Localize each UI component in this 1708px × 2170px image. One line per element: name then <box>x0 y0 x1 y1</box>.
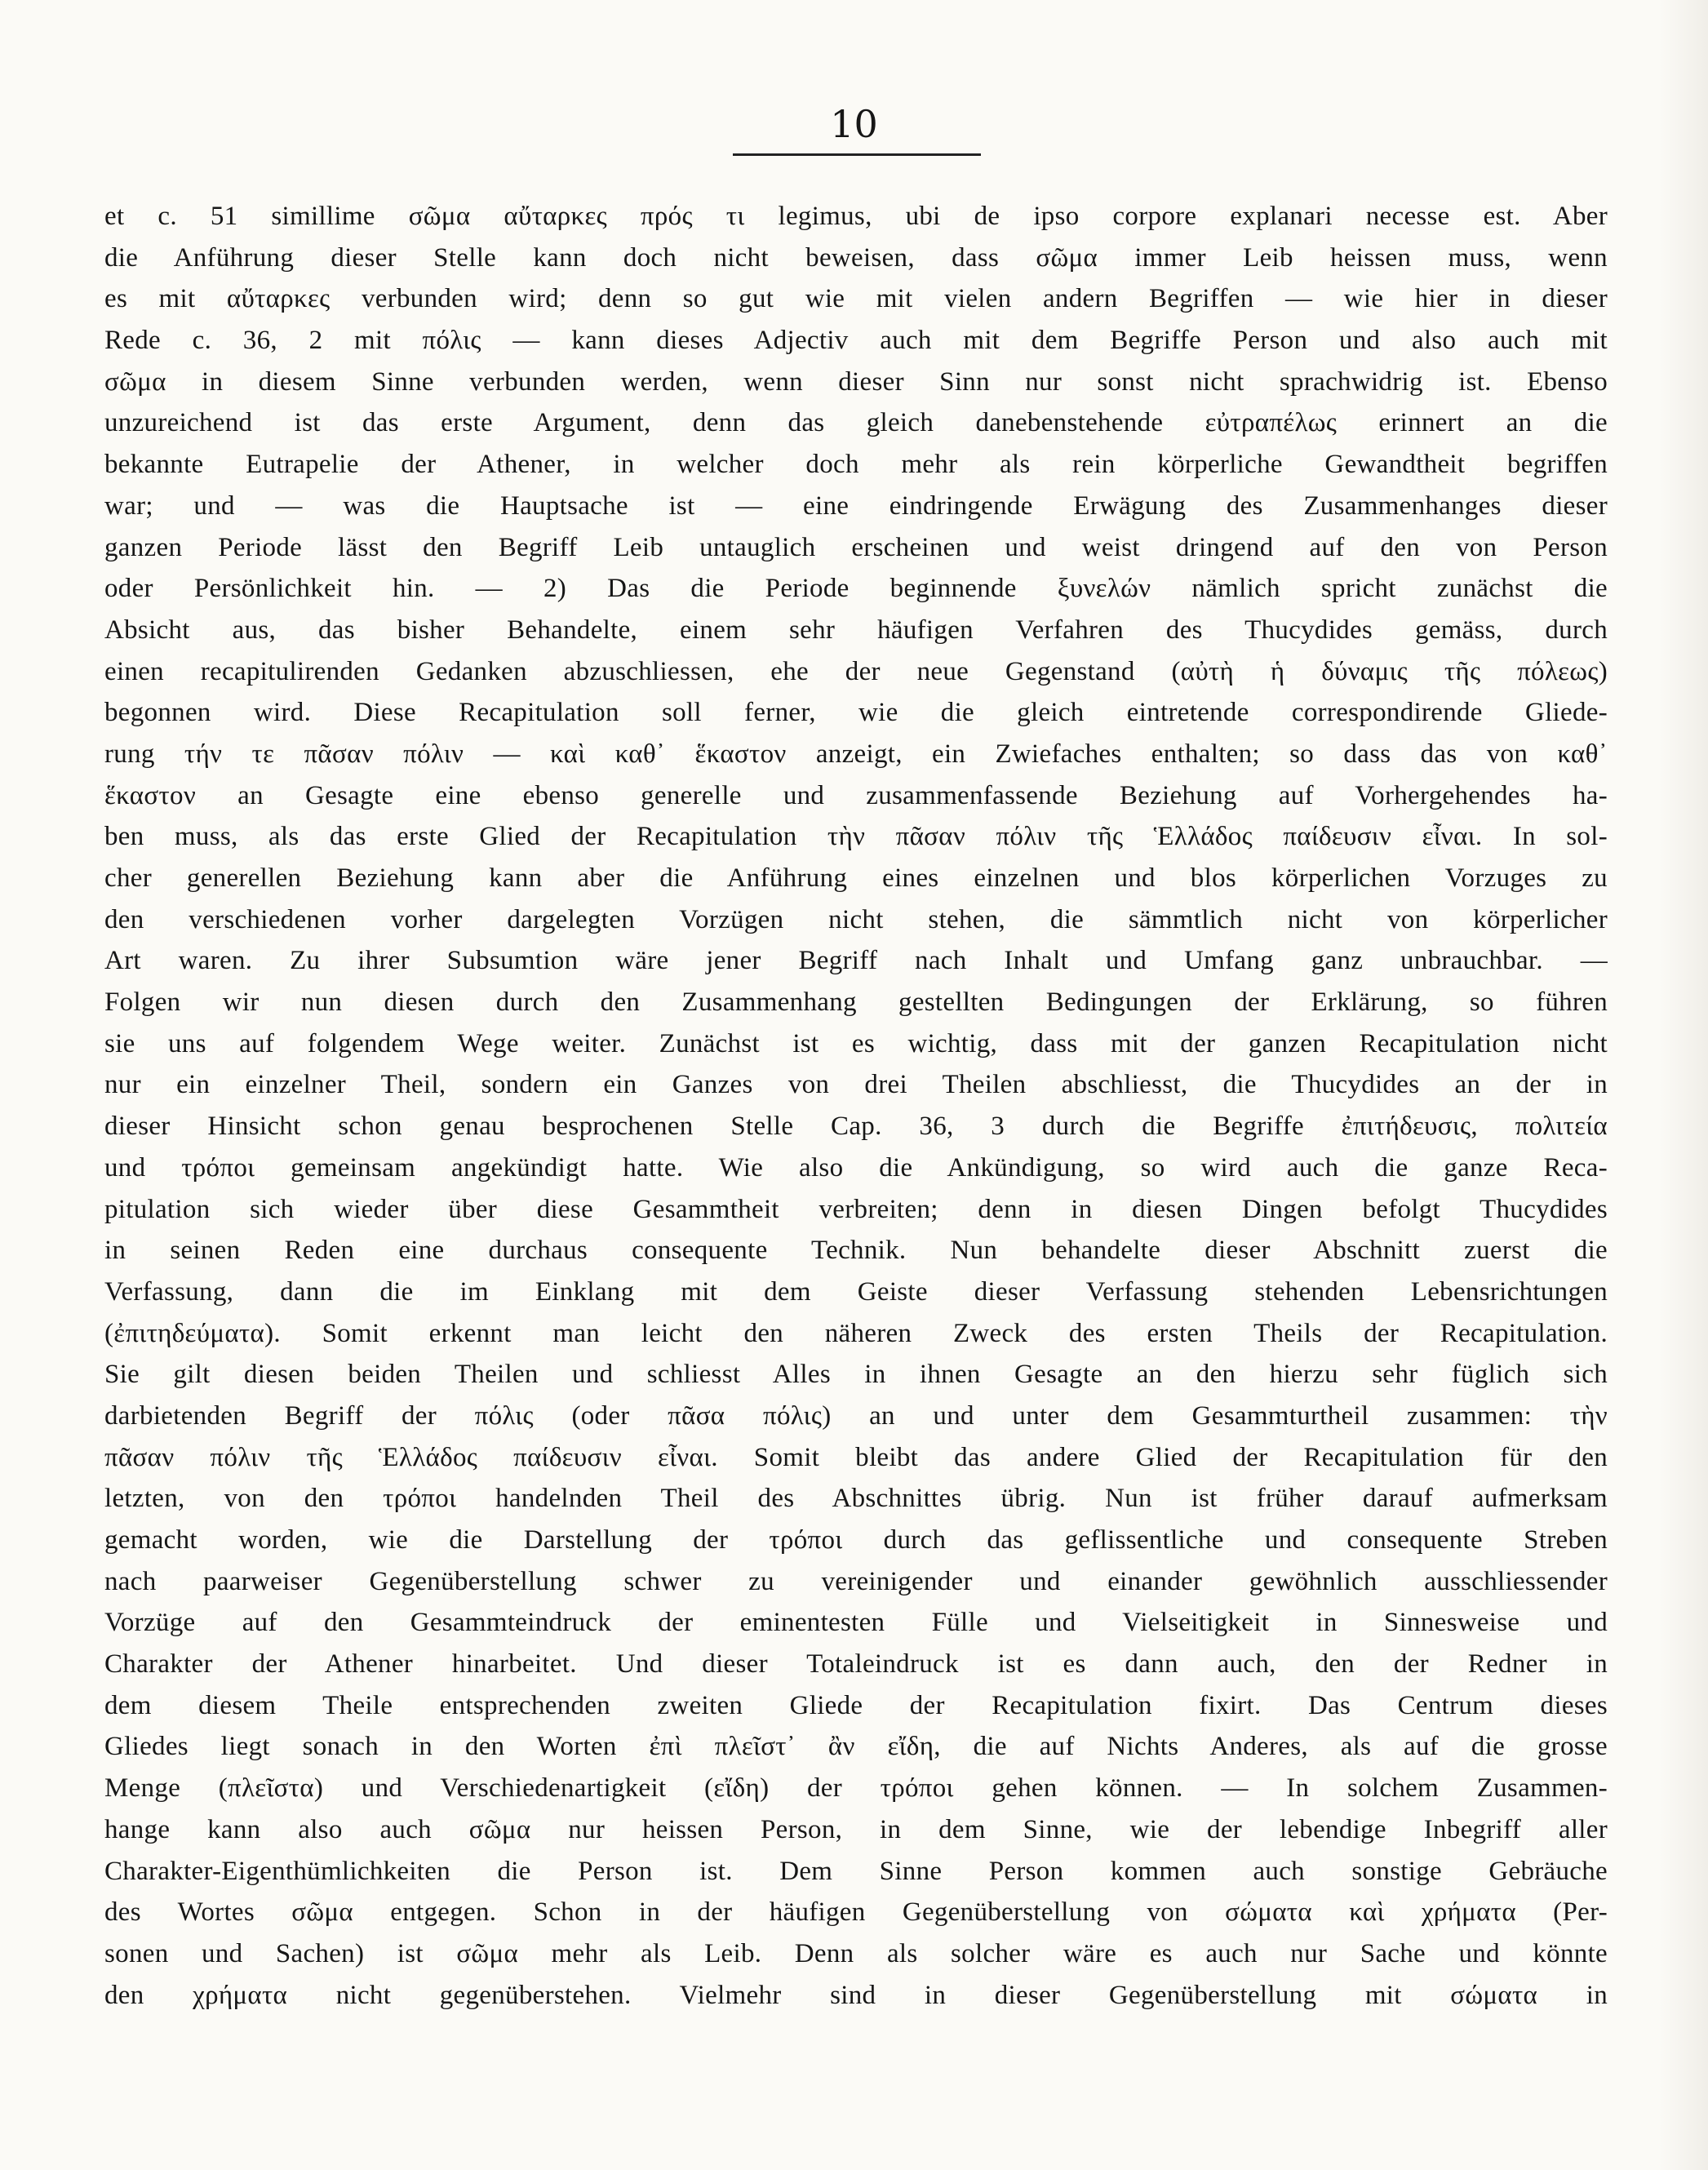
text-line: des Wortes σῶμα entgegen. Schon in der häufigen Gegenüberstellung von σώματα καὶ χρήματα (Per- <box>104 1897 1608 1928</box>
text-line: Charakter der Athener hinarbeitet. Und dieser Totaleindruck ist es dann auch, den der Redner in <box>104 1649 1608 1680</box>
text-line: war; und — was die Hauptsache ist — eine eindringende Erwägung des Zusammenhanges dieser <box>104 490 1608 521</box>
text-line: bekannte Eutrapelie der Athener, in welcher doch mehr als rein körperliche Gewandtheit begriffen <box>104 450 1608 480</box>
page-number: 10 <box>830 102 878 146</box>
text-line: oder Persönlichkeit hin. — 2) Das die Periode beginnende ξυνελών nämlich spricht zunächst die <box>104 574 1608 604</box>
text-line: nach paarweiser Gegenüberstellung schwer zu vereinigender und einander gewöhnlich ausschliessender <box>104 1566 1608 1596</box>
text-line: sie uns auf folgendem Wege weiter. Zunächst ist es wichtig, dass mit der ganzen Recapitulation nicht <box>104 1028 1608 1058</box>
text-line: ἕκαστον an Gesagte eine ebenso generelle und zusammenfassende Beziehung auf Vorhergehendes ha- <box>104 780 1608 810</box>
text-line: Verfassung, dann die im Einklang mit dem Geiste dieser Verfassung stehenden Lebensrichtungen <box>104 1276 1608 1307</box>
body-text <box>104 196 1608 2057</box>
text-line: die Anführung dieser Stelle kann doch nicht beweisen, dass σῶμα immer Leib heissen muss, wenn <box>104 242 1608 273</box>
text-line: gemacht worden, wie die Darstellung der τρόποι durch das geflissentliche und consequente Streben <box>104 1525 1608 1555</box>
text-line <box>104 2016 1608 2057</box>
text-line: et c. 51 simillime σῶμα αὔταρκες πρός τι legimus, ubi de ipso corpore explanari necesse est. Aber <box>104 202 1608 231</box>
text-line: dem diesem Theile entsprechenden zweiten Gliede der Recapitulation fixirt. Das Centrum dieses <box>104 1690 1608 1720</box>
text-line: Charakter-Eigenthümlichkeiten die Person ist. Dem Sinne Person kommen auch sonstige Gebräuche <box>104 1856 1608 1886</box>
text-line: Menge (πλεῖστα) und Verschiedenartigkeit (εἴδη) der τρόποι gehen können. — In solchem Zusammen- <box>104 1773 1608 1804</box>
text-line: in seinen Reden eine durchaus consequente Technik. Nun behandelte dieser Abschnitt zuerst die <box>104 1236 1608 1266</box>
text-line: ganzen Periode lässt den Begriff Leib untauglich erscheinen und weist dringend auf den von Person <box>104 532 1608 562</box>
text-line: Art waren. Zu ihrer Subsumtion wäre jener Begriff nach Inhalt und Umfang ganz unbrauchbar. — <box>104 946 1608 976</box>
text-line: ben muss, als das erste Glied der Recapitulation τὴν πᾶσαν πόλιν τῆς Ἑλλάδος παίδευσιν εἶναι. In sol- <box>104 822 1608 852</box>
text-line: dieser Hinsicht schon genau besprochenen Stelle Cap. 36, 3 durch die Begriffe ἐπιτήδευσις, πολιτεία <box>104 1112 1608 1142</box>
text-line: einen recapitulirenden Gedanken abzuschliessen, ehe der neue Gegenstand (αὐτὴ ἡ δύναμις τῆς πόλεως) <box>104 656 1608 686</box>
text-line: σῶμα in diesem Sinne verbunden werden, wenn dieser Sinn nur sonst nicht sprachwidrig ist. Ebenso <box>104 366 1608 397</box>
text-line: es mit αὔταρκες verbunden wird; denn so gut wie mit vielen andern Begriffen — wie hier in dieser <box>104 284 1608 314</box>
text-line: Gliedes liegt sonach in den Worten ἐπὶ πλεῖστ᾽ ἂν εἴδη, die auf Nichts Anderes, als auf die grosse <box>104 1732 1608 1762</box>
text-line: Vorzüge auf den Gesammteindruck der eminentesten Fülle und Vielseitigkeit in Sinnesweise und <box>104 1608 1608 1638</box>
text-line: nur ein einzelner Theil, sondern ein Ganzes von drei Theilen abschliesst, die Thucydides an der in <box>104 1070 1608 1100</box>
text-line: hange kann also auch σῶμα nur heissen Person, in dem Sinne, wie der lebendige Inbegriff aller <box>104 1814 1608 1844</box>
text-line: den χρήματα nicht gegenüberstehen. Vielmehr sind in dieser Gegenüberstellung mit σώματα in <box>104 1980 1608 2010</box>
text-line: Folgen wir nun diesen durch den Zusammenhang gestellten Bedingungen der Erklärung, so führen <box>104 987 1608 1018</box>
text-line: πᾶσαν πόλιν τῆς Ἑλλάδος παίδευσιν εἶναι. Somit bleibt das andere Glied der Recapitulation für den <box>104 1442 1608 1472</box>
text-line: letzten, von den τρόποι handelnden Theil des Abschnittes übrig. Nun ist früher darauf aufmerksam <box>104 1484 1608 1514</box>
text-line: den verschiedenen vorher dargelegten Vorzügen nicht stehen, die sämmtlich nicht von körperlicher <box>104 904 1608 934</box>
text-line: und τρόποι gemeinsam angekündigt hatte. Wie also die Ankündigung, so wird auch die ganze Reca- <box>104 1152 1608 1183</box>
text-line: darbietenden Begriff der πόλις (oder πᾶσα πόλις) an und unter dem Gesammturtheil zusammen: τὴν <box>104 1400 1608 1431</box>
text-line: Absicht aus, das bisher Behandelte, einem sehr häufigen Verfahren des Thucydides gemäss, durch <box>104 615 1608 645</box>
text-line: unzureichend ist das erste Argument, denn das gleich danebenstehende εὐτραπέλως erinnert an die <box>104 408 1608 438</box>
text-line: Sie gilt diesen beiden Theilen und schliesst Alles in ihnen Gesagte an den hierzu sehr füglich sich <box>104 1360 1608 1390</box>
text-line: begonnen wird. Diese Recapitulation soll ferner, wie die gleich eintretende correspondirende Gliede- <box>104 698 1608 728</box>
text-line: pitulation sich wieder über diese Gesammtheit verbreiten; denn in diesen Dingen befolgt Thucydides <box>104 1194 1608 1224</box>
text-line: rung τήν τε πᾶσαν πόλιν — καὶ καθ᾽ ἕκαστον anzeigt, ein Zwiefaches enthalten; so dass das von καθ᾽ <box>104 739 1608 769</box>
text-line: Rede c. 36, 2 mit πόλις — kann dieses Adjectiv auch mit dem Begriffe Person und also auch mit <box>104 326 1608 356</box>
header-rule <box>733 153 981 156</box>
text-line: cher generellen Beziehung kann aber die Anführung eines einzelnen und blos körperlichen Vorzuges zu <box>104 863 1608 893</box>
text-line: sonen und Sachen) ist σῶμα mehr als Leib. Denn als solcher wäre es auch nur Sache und könnte <box>104 1938 1608 1968</box>
page-edge-shading <box>1659 0 1708 2170</box>
text-line: (ἐπιτηδεύματα). Somit erkennt man leicht den näheren Zweck des ersten Theils der Recapitulation. <box>104 1318 1608 1348</box>
